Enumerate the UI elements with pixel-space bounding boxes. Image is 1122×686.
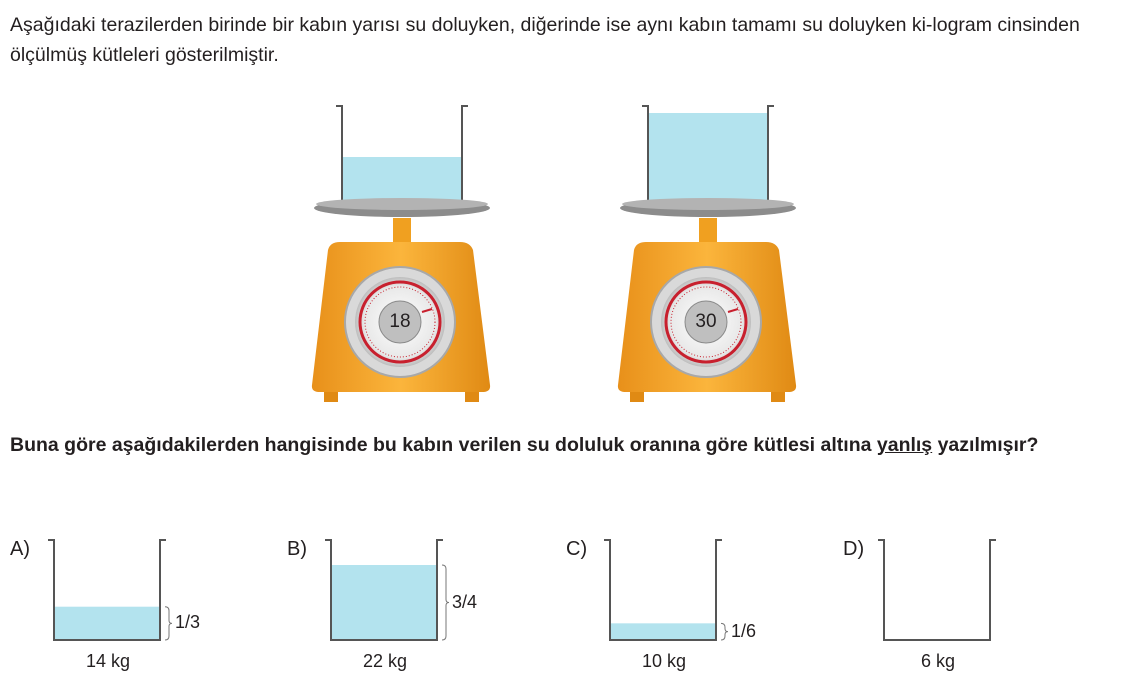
question-part-2: yazılmışır? [932,434,1039,456]
fraction-brace [721,623,728,640]
option-d-letter: D) [843,538,865,560]
intro-text: Aşağıdaki terazilerden birinde bir kabın yarısı su doluyken, diğerinde ise aynı kabın tamamı su doluyken ki-logram cinsinden ölçülmüş kütleleri gösterilmiştir. [10,14,1080,66]
option-c-letter: C) [566,538,588,560]
mass-label: 22 kg [362,651,408,671]
option-b[interactable] [325,540,478,680]
fraction-label: 3/4 [452,591,478,612]
scale-full [616,100,796,405]
water-fill [331,565,437,640]
scale-illustration [616,100,796,405]
option-d[interactable] [878,540,1028,680]
option-a-letter: A) [10,538,30,560]
mass-label: 6 kg [920,651,956,671]
fraction-brace [165,607,172,640]
fraction-brace [442,565,449,640]
water-fill [649,113,769,201]
option-a[interactable] [48,540,201,680]
question-underlined-word: yanlış [876,434,933,456]
fraction-label: 1/3 [175,612,201,633]
mass-label: 10 kg [641,651,687,671]
scale-stem [393,218,411,244]
fraction-label: 1/6 [731,620,757,641]
dial-reading: 30 [695,311,717,332]
option-b-letter: B) [287,538,307,560]
container [642,106,774,202]
container [48,540,201,650]
question-text [10,430,1118,460]
container [878,540,1028,650]
water-fill [610,623,716,640]
scale-illustration [310,100,490,405]
question-part-1: Buna göre aşağıdakilerden hangisinde bu kabın verilen su doluluk oranına göre kütlesi altına [10,434,877,456]
container [336,106,468,202]
water-fill [343,157,463,201]
mass-label: 14 kg [85,651,131,671]
scale-half-full [310,100,490,405]
scale-stem [699,218,717,244]
option-c[interactable] [604,540,757,680]
dial-reading: 18 [389,311,411,332]
water-fill [54,607,160,640]
